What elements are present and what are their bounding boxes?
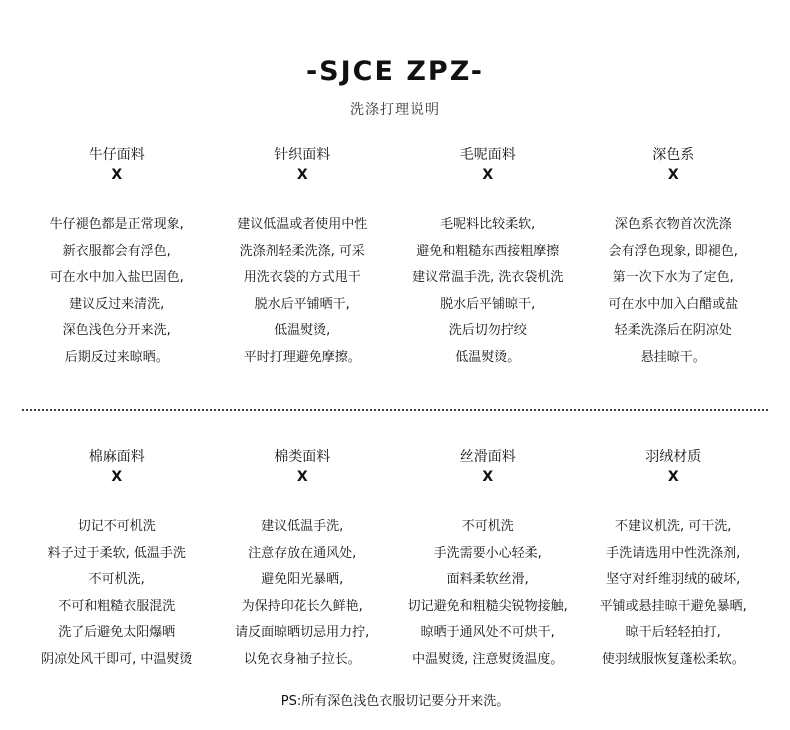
section-mark: X [482, 469, 494, 485]
footer-note: PS:所有深色浅色衣服切记要分开来洗。 [280, 694, 510, 709]
section-text [210, 514, 396, 673]
text-line: 洗涤剂轻柔洗涤, 可采 [239, 243, 365, 259]
text-line: 深色系衣物首次洗涤 [614, 217, 732, 232]
section-mark: X [296, 167, 308, 183]
text-line: 不建议机洗, 可干洗, [615, 519, 732, 534]
section-text [210, 212, 396, 371]
section-mark: X [667, 167, 679, 183]
text-line: 新衣服都会有浮色, [62, 243, 171, 259]
text-line: 可在水中加入盐巴固色, [49, 270, 184, 285]
text-line: 晾晒于通风处不可烘干, [420, 625, 555, 640]
section-mark: X [667, 469, 679, 485]
text-line: 请反面晾晒切忌用力拧, [235, 625, 370, 640]
section-title: 针织面料 [274, 147, 331, 163]
section-text [24, 514, 210, 673]
text-line: 毛呢料比较柔软, [440, 217, 536, 232]
page-subtitle: 洗涤打理说明 [350, 102, 440, 118]
text-line: 建议反过来清洗, [69, 296, 165, 312]
text-line: 建议常温手洗, 洗衣袋机洗 [412, 270, 564, 285]
section-text [395, 514, 581, 673]
text-line: 面料柔软丝滑, [446, 572, 529, 587]
text-line: 洗了后避免太阳爆晒 [58, 625, 176, 640]
text-line: 手洗需要小心轻柔, [433, 545, 542, 561]
text-line: 悬挂晾干。 [640, 349, 706, 365]
care-section-dark-colors [581, 145, 767, 371]
care-section-wool [395, 145, 581, 371]
text-line: 牛仔褪色都是正常现象, [49, 217, 184, 232]
text-line: 切记避免和粗糙尖锐物接触, [407, 598, 568, 614]
care-section-linen [24, 447, 210, 673]
text-line: 使羽绒服恢复蓬松柔软。 [601, 651, 745, 667]
section-mark: X [111, 167, 123, 183]
text-line: 中温熨烫, 注意熨烫温度。 [412, 651, 564, 667]
text-line: 不可和粗糙衣服混洗 [58, 598, 176, 614]
section-title: 丝滑面料 [459, 449, 516, 465]
section-text [395, 212, 581, 371]
care-section-silk [395, 447, 581, 673]
text-line: 手洗请选用中性洗涤剂, [606, 545, 741, 561]
section-title: 牛仔面料 [88, 147, 145, 163]
text-line: 用洗衣袋的方式甩干 [243, 270, 361, 285]
section-text [581, 514, 767, 673]
text-line: 后期反过来晾晒。 [64, 349, 169, 365]
section-title: 棉麻面料 [88, 449, 145, 465]
text-line: 晾干后轻轻拍打, [625, 625, 721, 640]
text-line: 建议低温手洗, [261, 519, 344, 534]
section-title: 棉类面料 [274, 449, 331, 465]
text-line: 切记不可机洗 [77, 519, 156, 534]
text-line: 坚守对纤维羽绒的破坏, [606, 572, 741, 587]
text-line: 可在水中加入白醋或盐 [608, 296, 739, 312]
section-text [581, 212, 767, 371]
care-section-down [581, 447, 767, 673]
care-section-denim [24, 145, 210, 371]
text-line: 脱水后平铺晾干, [440, 296, 536, 312]
care-row-bottom [24, 447, 766, 673]
care-section-knit [210, 145, 396, 371]
text-line: 轻柔洗涤后在阴凉处 [614, 323, 732, 338]
text-line: 阴凉处风干即可, 中温熨烫 [41, 651, 193, 667]
text-line: 避免和粗糙东西接粗摩擦 [416, 243, 560, 259]
text-line: 不可机洗 [461, 519, 514, 534]
text-line: 会有浮色现象, 即褪色, [608, 243, 738, 259]
section-title: 深色系 [652, 147, 695, 163]
text-line: 为保持印花长久鲜艳, [241, 598, 363, 614]
brand-title: -SJCE ZPZ- [305, 56, 485, 87]
dotted-divider [22, 409, 768, 411]
care-section-cotton [210, 447, 396, 673]
text-line: 注意存放在通风处, [248, 545, 357, 561]
section-mark: X [296, 469, 308, 485]
section-mark: X [482, 167, 494, 183]
section-title: 羽绒材质 [645, 449, 702, 465]
text-line: 脱水后平铺晒干, [254, 296, 350, 312]
text-line: 避免阳光暴晒, [261, 572, 344, 587]
text-line: 低温熨烫, [274, 323, 331, 338]
text-line: 洗后切勿拧绞 [448, 323, 527, 338]
section-mark: X [111, 469, 123, 485]
care-row-top [24, 145, 766, 371]
text-line: 料子过于柔软, 低温手洗 [47, 545, 186, 561]
text-line: 建议低温或者使用中性 [237, 217, 368, 232]
text-line: 以免衣身袖子拉长。 [243, 651, 361, 667]
text-line: 第一次下水为了定色, [612, 270, 734, 285]
text-line: 低温熨烫。 [455, 349, 521, 365]
section-text [24, 212, 210, 371]
text-line: 不可机洗, [88, 572, 145, 587]
text-line: 平时打理避免摩擦。 [243, 349, 361, 365]
text-line: 深色浅色分开来洗, [62, 323, 171, 338]
text-line: 平铺或悬挂晾干避免暴晒, [599, 598, 747, 614]
section-title: 毛呢面料 [459, 147, 516, 163]
